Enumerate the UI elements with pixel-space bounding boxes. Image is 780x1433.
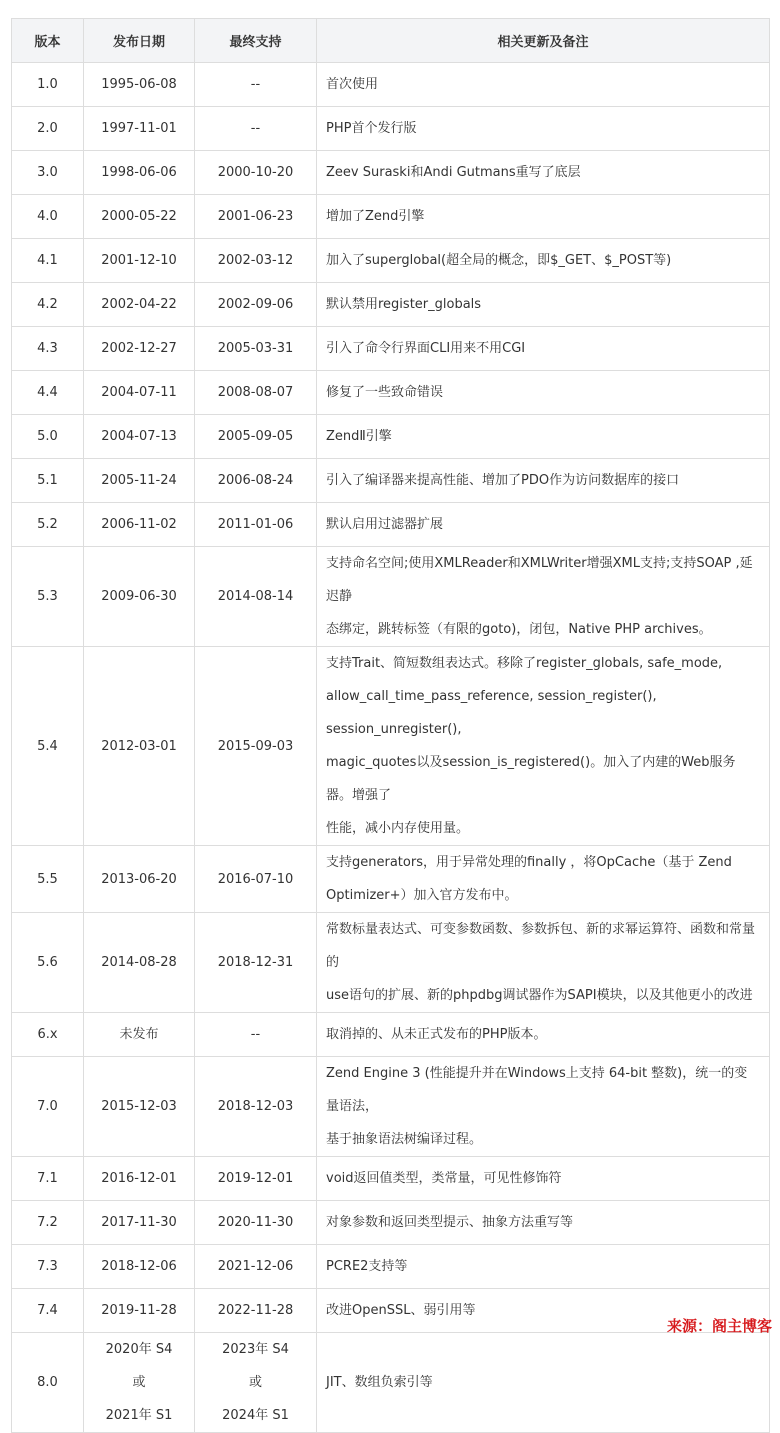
cell-version: 8.0 <box>12 1333 84 1433</box>
cell-release-date <box>84 1245 195 1289</box>
table-row <box>12 63 770 107</box>
cell-final-support-line: -- <box>250 121 261 136</box>
cell-release-date <box>84 239 195 283</box>
header-notes: 相关更新及备注 <box>317 19 770 63</box>
cell-release-date-line: 2012-03-01 <box>101 738 177 754</box>
cell-version: 7.2 <box>12 1201 84 1245</box>
cell-notes <box>317 913 770 1013</box>
cell-version: 6.x <box>12 1013 84 1057</box>
cell-notes <box>317 239 770 283</box>
cell-notes <box>317 846 770 913</box>
cell-version: 5.0 <box>12 415 84 459</box>
cell-notes-line: 首次使用 <box>326 77 379 92</box>
cell-final-support-line: 2002-09-06 <box>217 297 294 312</box>
cell-final-support <box>195 459 317 503</box>
table-row <box>12 1289 770 1333</box>
cell-notes <box>317 327 770 371</box>
table-row <box>12 846 770 913</box>
table-row <box>12 371 770 415</box>
cell-final-support <box>195 1245 317 1289</box>
cell-release-date-line: 2002-04-22 <box>101 297 177 312</box>
cell-release-date-line: 2013-06-20 <box>101 871 177 887</box>
cell-release-date-line: 2002-12-27 <box>101 341 177 356</box>
cell-final-support-line: 2014-08-14 <box>217 589 294 604</box>
cell-final-support-line: 2011-01-06 <box>217 517 294 532</box>
cell-final-support-line: 2006-08-24 <box>217 473 294 488</box>
cell-release-date <box>84 1057 195 1157</box>
table-header-row <box>12 19 770 63</box>
cell-final-support-line: 或 <box>248 1375 262 1390</box>
cell-final-support <box>195 239 317 283</box>
cell-notes <box>317 647 770 846</box>
cell-release-date <box>84 503 195 547</box>
cell-final-support-line: 2021-12-06 <box>217 1259 294 1274</box>
cell-release-date <box>84 913 195 1013</box>
cell-notes-line: use语句的扩展、新的phpdbg调试器作为SAPI模块，以及其他更小的改进 <box>326 988 753 1003</box>
table-row <box>12 415 770 459</box>
cell-final-support-line: 2019-12-01 <box>217 1171 294 1186</box>
cell-notes <box>317 459 770 503</box>
cell-release-date-line: 2015-12-03 <box>101 1099 177 1114</box>
cell-release-date-line: 2006-11-02 <box>101 517 177 532</box>
cell-notes-line: 对象参数和返回类型提示、抽象方法重写等 <box>326 1215 574 1230</box>
cell-final-support-line: 2000-10-20 <box>217 165 294 180</box>
cell-release-date-line: 2001-12-10 <box>101 253 177 268</box>
cell-release-date <box>84 459 195 503</box>
cell-release-date-line: 2000-05-22 <box>101 209 177 224</box>
cell-notes-line: 引入了命令行界面CLI用来不用CGI <box>326 341 526 356</box>
cell-version: 5.6 <box>12 913 84 1013</box>
cell-final-support-line: 2002-03-12 <box>217 253 294 268</box>
cell-final-support <box>195 846 317 913</box>
cell-release-date-line: 1997-11-01 <box>101 121 177 136</box>
cell-release-date <box>84 415 195 459</box>
cell-notes <box>317 283 770 327</box>
cell-release-date <box>84 371 195 415</box>
cell-notes-line: 修复了一些致命错误 <box>326 385 444 400</box>
table-row <box>12 1057 770 1157</box>
cell-version: 2.0 <box>12 107 84 151</box>
cell-release-date-line: 2005-11-24 <box>101 473 177 488</box>
cell-release-date-line: 2009-06-30 <box>101 589 177 604</box>
cell-version: 4.2 <box>12 283 84 327</box>
cell-version: 4.0 <box>12 195 84 239</box>
table-row <box>12 913 770 1013</box>
cell-release-date <box>84 1333 195 1433</box>
cell-notes-line: PHP首个发行版 <box>326 121 417 136</box>
cell-notes-line: ZendⅡ引擎 <box>326 429 392 444</box>
table-row <box>12 503 770 547</box>
cell-release-date <box>84 1289 195 1333</box>
cell-notes-line: 支持命名空间;使用XMLReader和XMLWriter增强XML支持;支持SOAP ,延迟静 <box>326 556 753 604</box>
cell-final-support-line: 2005-03-31 <box>217 341 294 356</box>
cell-notes-line: 性能，减小内存使用量。 <box>326 821 470 836</box>
cell-notes-line: 常数标量表达式、可变参数函数、参数拆包、新的求幂运算符、函数和常量的 <box>326 922 756 970</box>
cell-version: 7.3 <box>12 1245 84 1289</box>
table-row <box>12 1245 770 1289</box>
cell-final-support <box>195 107 317 151</box>
cell-version: 5.1 <box>12 459 84 503</box>
cell-final-support <box>195 327 317 371</box>
header-version: 版本 <box>12 19 84 63</box>
cell-notes-line: 默认禁用register_globals <box>326 297 482 312</box>
table-row <box>12 195 770 239</box>
cell-release-date-line: 2004-07-13 <box>101 429 177 444</box>
cell-final-support-line: 2024年 S1 <box>222 1408 289 1423</box>
cell-version: 7.0 <box>12 1057 84 1157</box>
cell-final-support <box>195 283 317 327</box>
cell-notes-line: void返回值类型，类常量，可见性修饰符 <box>326 1171 562 1186</box>
cell-notes-line: JIT、数组负索引等 <box>326 1375 433 1390</box>
cell-notes <box>317 547 770 647</box>
cell-notes <box>317 151 770 195</box>
cell-notes <box>317 1057 770 1157</box>
cell-notes <box>317 415 770 459</box>
php-version-table-container <box>11 18 770 1433</box>
cell-release-date <box>84 151 195 195</box>
cell-final-support <box>195 371 317 415</box>
cell-final-support-line: 2020-11-30 <box>217 1215 294 1230</box>
cell-notes-line: 支持Trait、简短数组表达式。移除了register_globals, safe_mode, <box>326 656 723 671</box>
cell-version: 1.0 <box>12 63 84 107</box>
cell-final-support <box>195 1333 317 1433</box>
cell-notes-line: 支持generators，用于异常处理的finally ，将OpCache（基于 Zend <box>326 855 732 870</box>
cell-final-support-line: 2022-11-28 <box>217 1303 294 1318</box>
cell-final-support <box>195 195 317 239</box>
cell-notes-line: Optimizer+）加入官方发布中。 <box>326 888 518 903</box>
table-row <box>12 459 770 503</box>
cell-release-date <box>84 1013 195 1057</box>
cell-version: 4.4 <box>12 371 84 415</box>
cell-final-support <box>195 647 317 846</box>
cell-notes-line: 增加了Zend引擎 <box>326 209 425 224</box>
cell-version: 7.1 <box>12 1157 84 1201</box>
cell-notes-line: 基于抽象语法树编译过程。 <box>326 1132 483 1147</box>
cell-release-date <box>84 327 195 371</box>
cell-final-support-line: 2005-09-05 <box>217 429 294 444</box>
table-row <box>12 1157 770 1201</box>
cell-notes <box>317 63 770 107</box>
cell-release-date-line: 2014-08-28 <box>101 955 177 970</box>
cell-final-support <box>195 151 317 195</box>
table-row <box>12 239 770 283</box>
cell-notes <box>317 1245 770 1289</box>
cell-version: 5.5 <box>12 846 84 913</box>
cell-notes-line: 取消掉的、从未正式发布的PHP版本。 <box>326 1027 547 1042</box>
cell-release-date <box>84 107 195 151</box>
cell-notes-line: Zend Engine 3 (性能提升并在Windows上支持 64-bit 整数)，统一的变量语法， <box>326 1066 748 1114</box>
table-row <box>12 151 770 195</box>
cell-release-date-line: 1998-06-06 <box>101 165 177 180</box>
cell-final-support-line: 2023年 S4 <box>222 1342 289 1357</box>
cell-final-support-line: 2015-09-03 <box>217 738 294 754</box>
cell-notes <box>317 503 770 547</box>
cell-notes-line: 加入了superglobal(超全局的概念，即$_GET、$_POST等) <box>326 253 672 268</box>
cell-version: 5.2 <box>12 503 84 547</box>
cell-release-date-line: 未发布 <box>119 1027 159 1042</box>
cell-release-date <box>84 647 195 846</box>
cell-notes <box>317 1201 770 1245</box>
cell-final-support <box>195 547 317 647</box>
table-row <box>12 327 770 371</box>
table-row <box>12 647 770 846</box>
cell-version: 7.4 <box>12 1289 84 1333</box>
cell-final-support <box>195 63 317 107</box>
cell-release-date-line: 2018-12-06 <box>101 1259 177 1274</box>
cell-final-support <box>195 1057 317 1157</box>
cell-notes-line: 改进OpenSSL、弱引用等 <box>326 1303 476 1318</box>
cell-final-support-line: -- <box>250 77 261 92</box>
cell-release-date-line: 2004-07-11 <box>101 385 177 400</box>
cell-final-support-line: 2018-12-31 <box>217 955 294 970</box>
cell-release-date <box>84 846 195 913</box>
table-row <box>12 1013 770 1057</box>
cell-final-support <box>195 1201 317 1245</box>
cell-release-date-line: 2020年 S4 <box>105 1342 173 1357</box>
table-row <box>12 547 770 647</box>
cell-final-support <box>195 503 317 547</box>
cell-release-date <box>84 1157 195 1201</box>
cell-release-date <box>84 63 195 107</box>
cell-notes-line: Zeev Suraski和Andi Gutmans重写了底层 <box>326 165 581 180</box>
cell-release-date-line: 1995-06-08 <box>101 77 177 92</box>
cell-notes-line: 默认启用过滤器扩展 <box>326 517 444 532</box>
cell-version: 4.1 <box>12 239 84 283</box>
cell-notes <box>317 195 770 239</box>
cell-release-date-line: 2017-11-30 <box>101 1215 177 1230</box>
cell-notes-line: magic_quotes以及session_is_registered()。加入了内建的Web服务器。增强了 <box>326 755 736 803</box>
cell-notes <box>317 1157 770 1201</box>
cell-notes-line: PCRE2支持等 <box>326 1259 408 1274</box>
cell-version: 3.0 <box>12 151 84 195</box>
cell-release-date-line: 或 <box>132 1375 146 1390</box>
cell-notes <box>317 107 770 151</box>
cell-release-date-line: 2019-11-28 <box>101 1303 177 1318</box>
cell-version: 5.4 <box>12 647 84 846</box>
cell-version: 5.3 <box>12 547 84 647</box>
cell-notes-line: allow_call_time_pass_reference, session_register(), session_unregister(), <box>326 689 657 737</box>
cell-notes-line: 引入了编译器来提高性能、增加了PDO作为访问数据库的接口 <box>326 473 680 488</box>
cell-release-date <box>84 547 195 647</box>
cell-final-support-line: -- <box>250 1027 261 1042</box>
cell-final-support-line: 2016-07-10 <box>217 871 294 887</box>
cell-final-support <box>195 1289 317 1333</box>
cell-final-support <box>195 913 317 1013</box>
cell-final-support-line: 2008-08-07 <box>217 385 294 400</box>
header-final-support: 最终支持 <box>195 19 317 63</box>
cell-release-date <box>84 1201 195 1245</box>
table-row <box>12 283 770 327</box>
table-row <box>12 1333 770 1433</box>
cell-release-date-line: 2016-12-01 <box>101 1171 177 1186</box>
cell-notes <box>317 371 770 415</box>
header-release-date: 发布日期 <box>84 19 195 63</box>
cell-notes-line: 态绑定，跳转标签（有限的goto)，闭包，Native PHP archives。 <box>326 622 712 637</box>
cell-release-date-line: 2021年 S1 <box>105 1408 173 1423</box>
cell-final-support <box>195 1013 317 1057</box>
cell-notes <box>317 1333 770 1433</box>
cell-final-support-line: 2018-12-03 <box>217 1099 294 1114</box>
php-version-table <box>11 18 770 1433</box>
table-row <box>12 107 770 151</box>
cell-final-support-line: 2001-06-23 <box>217 209 294 224</box>
cell-final-support <box>195 1157 317 1201</box>
table-body <box>12 63 770 1433</box>
cell-notes <box>317 1013 770 1057</box>
cell-version: 4.3 <box>12 327 84 371</box>
cell-release-date <box>84 283 195 327</box>
source-watermark: 来源：阁主博客 <box>666 1317 772 1335</box>
cell-final-support <box>195 415 317 459</box>
cell-release-date <box>84 195 195 239</box>
table-row <box>12 1201 770 1245</box>
